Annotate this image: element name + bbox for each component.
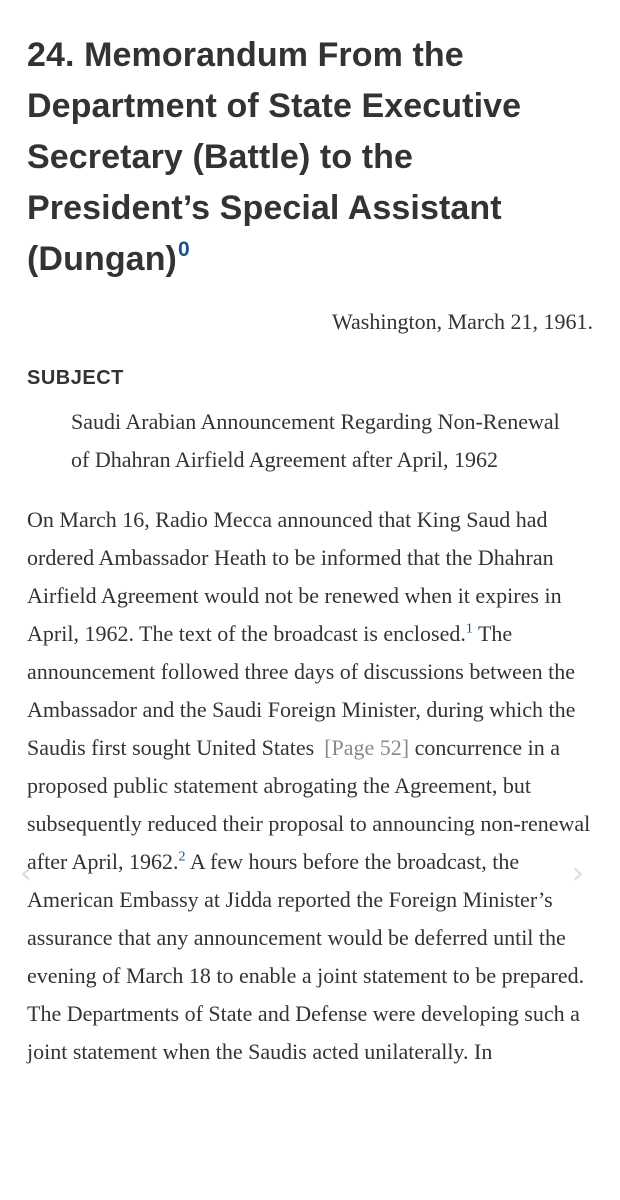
- page-reference: [Page 52]: [324, 735, 410, 760]
- body-text-part3: concurrence in a proposed public statement abrogating the Agreement, but subsequently reduced their proposal to announcing non-renewal after April, 1962.: [27, 735, 591, 874]
- subject-label: SUBJECT: [27, 367, 124, 389]
- title-footnote-link[interactable]: 0: [177, 237, 190, 261]
- previous-page-button[interactable]: [14, 856, 38, 892]
- document-page: [27, 0, 597, 1071]
- dateline: Washington, March 21, 1961.: [332, 309, 593, 334]
- document-title: [27, 30, 597, 285]
- subject-text: Saudi Arabian Announcement Regarding Non-Renewal of Dhahran Airfield Agreement after April, 1962: [71, 409, 560, 472]
- body-text-part1: On March 16, Radio Mecca announced that King Saud had ordered Ambassador Heath to be informed that the Dhahran Airfield Agreement would not be renewed when it expires in April, 1962. The text of the broadcast is enclosed.: [27, 507, 562, 646]
- next-page-button[interactable]: [566, 856, 590, 892]
- chevron-left-icon: ‹: [20, 856, 32, 891]
- body-text-part2: The announcement followed three days of discussions between the Ambassador and the Saudi Foreign Minister, during which the Saudis first sought United States: [27, 621, 576, 760]
- body-text-part4: A few hours before the broadcast, the American Embassy at Jidda reported the Foreign Minister’s assurance that any announcement would be deferred until the evening of March 18 to enable a joint statement to be prepared. The Departments of State and Defense were developing such a joint statement when the Saudis acted unilaterally. In: [27, 849, 585, 1064]
- body-paragraph: [27, 501, 592, 1071]
- title-text: 24. Memorandum From the Department of State Executive Secretary (Battle) to the President’s Special Assistant (Dungan): [27, 36, 522, 278]
- chevron-right-icon: ›: [572, 856, 584, 891]
- footnote-link-2[interactable]: 2: [178, 849, 186, 865]
- footnote-link-1[interactable]: 1: [465, 621, 473, 637]
